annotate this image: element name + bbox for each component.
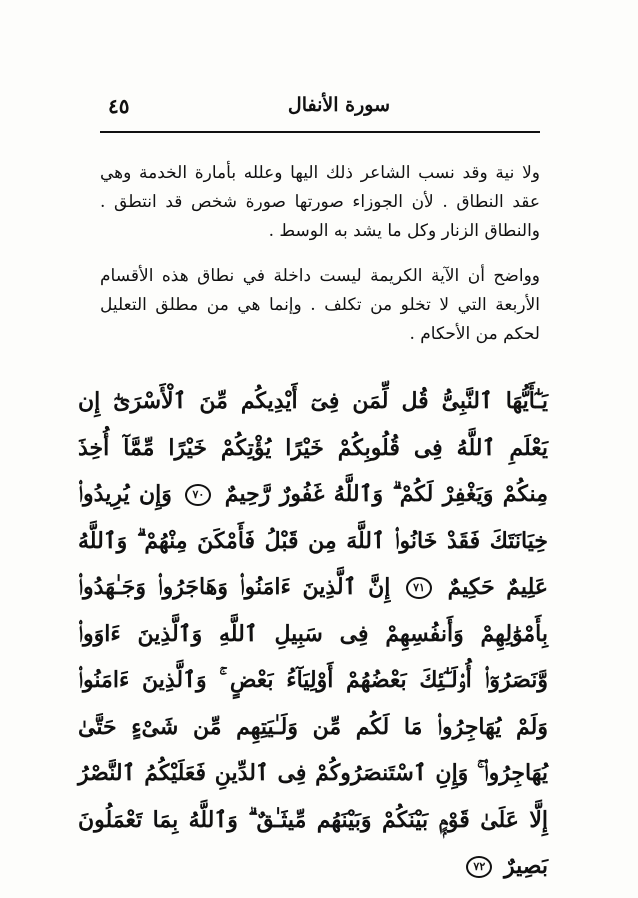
verse-71-number: ٧١	[406, 577, 432, 599]
verse-72-text: إِنَّ ٱلَّذِينَ ءَامَنُوا۟ وَهَاجَرُوا۟ وَجَـٰهَدُوا۟ بِأَمْوَٰلِهِمْ وَأَنفُسِهِمْ فِى سَبِيلِ ٱللَّهِ وَٱلَّذِينَ ءَاوَوا۟ وَّنَصَرُوٓا۟ أُو۟لَـٰٓئِكَ بَعْضُهُمْ أَوْلِيَآءُ بَعْضٍ ۚ وَٱلَّذِينَ ءَامَنُوا۟ وَلَمْ يُهَاجِرُوا۟ مَا لَكُم مِّن وَلَـٰيَتِهِم مِّن شَىْءٍ حَتَّىٰ يُهَاجِرُوا۟ ۚ وَإِنِ ٱسْتَنصَرُوكُمْ فِى ٱلدِّينِ فَعَلَيْكُمُ ٱلنَّصْرُ إِلَّا عَلَىٰ قَوْمٍۭ بَيْنَكُمْ وَبَيْنَهُم مِّيثَـٰقٌ ۗ وَٱللَّهُ بِمَا تَعْمَلُونَ بَصِيرٌ	[78, 574, 548, 879]
header-rule	[100, 131, 540, 133]
verse-71-text: وَإِن يُرِيدُوا۟ خِيَانَتَكَ فَقَدْ خَانُوا۟ ٱللَّهَ مِن قَبْلُ فَأَمْكَنَ مِنْهُمْ ۗ وَٱللَّهُ عَلِيمٌ حَكِيمٌ	[78, 481, 548, 600]
page-header	[100, 92, 540, 132]
verse-70-text: يَـٰٓأَيُّهَا ٱلنَّبِىُّ قُل لِّمَن فِىٓ أَيْدِيكُم مِّنَ ٱلْأَسْرَىٰٓ إِن يَعْلَمِ ٱللَّهُ فِى قُلُوبِكُمْ خَيْرًا يُؤْتِكُمْ خَيْرًا مِّمَّآ أُخِذَ مِنكُمْ وَيَغْفِرْ لَكُمْ ۗ وَٱللَّهُ غَفُورٌ رَّحِيمٌ	[78, 388, 548, 507]
surah-title: سورة الأنفال	[287, 94, 390, 116]
verse-70-number: ٧٠	[185, 484, 211, 506]
verse-72-number: ٧٢	[466, 856, 492, 878]
quran-verses	[78, 378, 548, 890]
page-number: ٤٥	[108, 94, 130, 118]
commentary-paragraph-2: وواضح أن الآية الكريمة ليست داخلة في نطاق هذه الأقسام الأربعة التي لا تخلو من تكلف . وإنما هي من مطلق التعليل لحكم من الأحكام .	[100, 266, 540, 344]
commentary-paragraph-1: ولا نية وقد نسب الشاعر ذلك اليها وعلله بأمارة الخدمة وهي عقد النطاق . لأن الجوزاء صورتها صورة شخص قد انتطق . والنطاق الزنار وكل ما يشد به الوسط .	[100, 163, 540, 241]
